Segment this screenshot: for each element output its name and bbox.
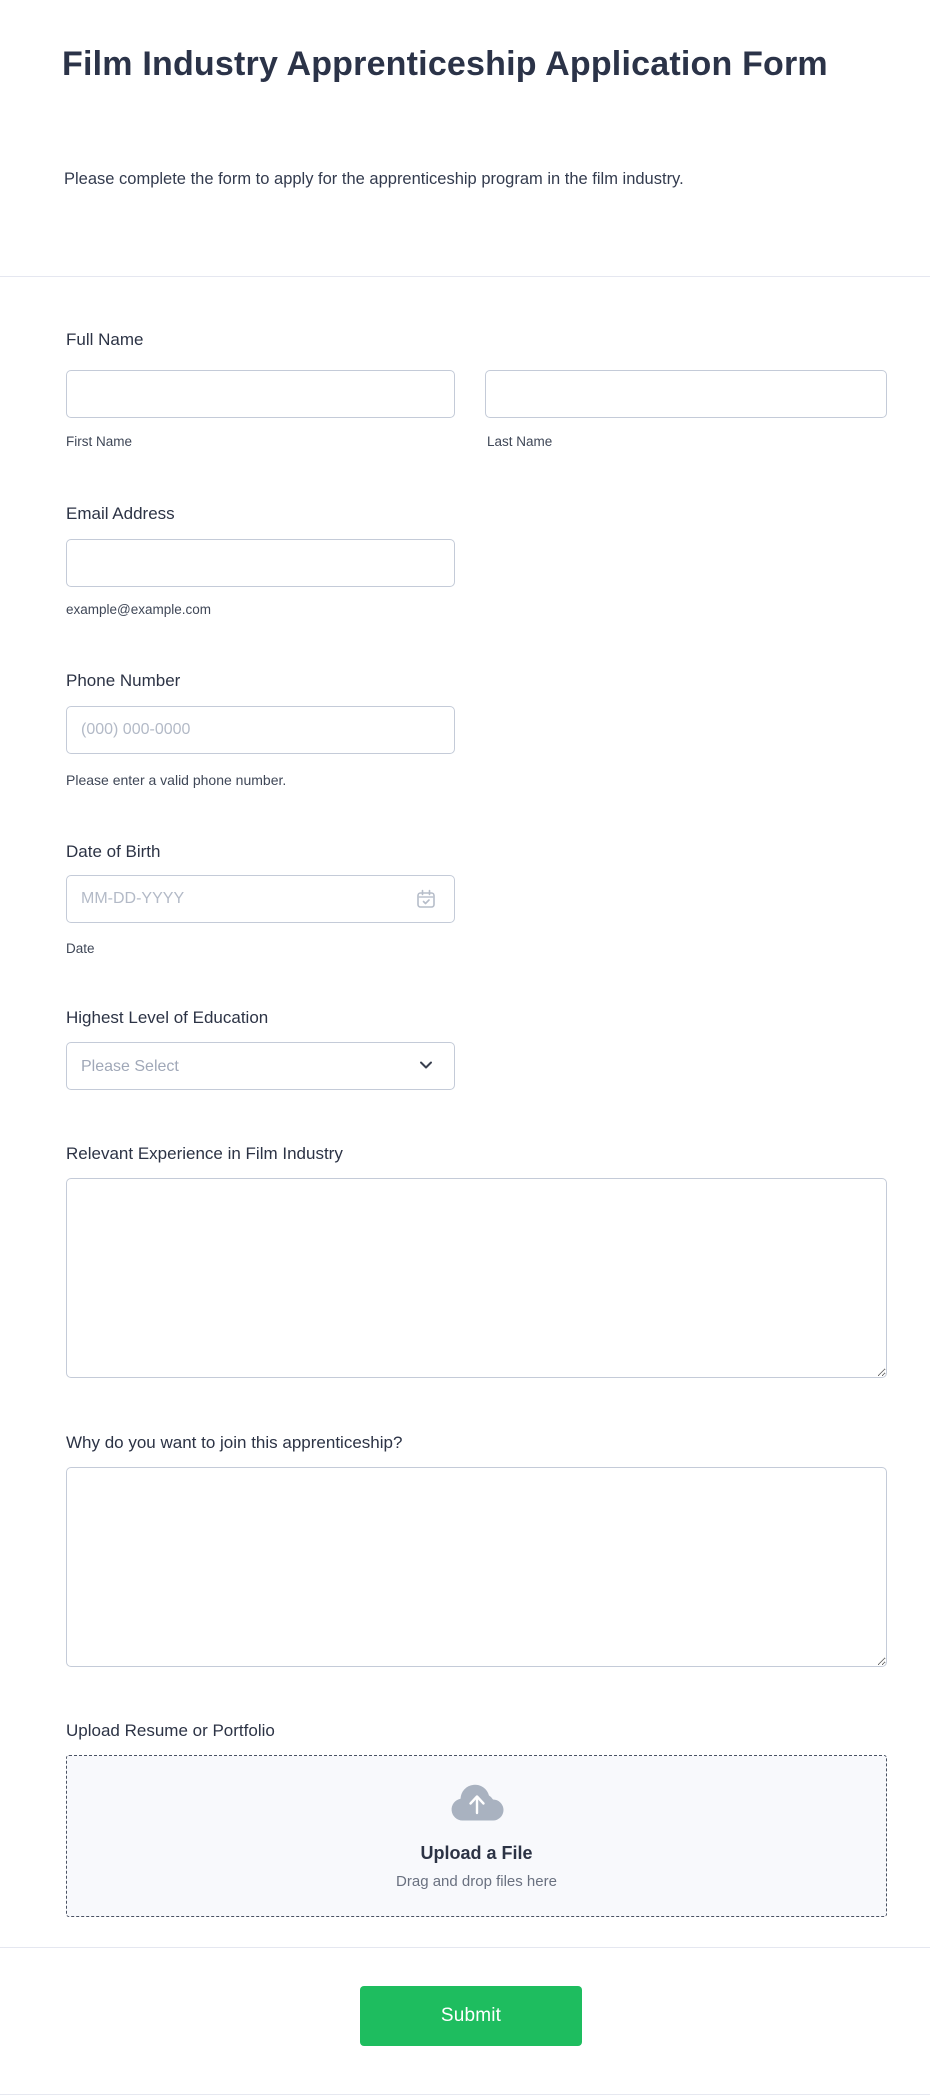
- phone-label: Phone Number: [66, 671, 181, 690]
- email-input[interactable]: [66, 539, 455, 587]
- dob-input[interactable]: [66, 875, 455, 923]
- upload-label: Upload Resume or Portfolio: [66, 1721, 275, 1740]
- cloud-upload-icon: [448, 1782, 506, 1829]
- first-name-input[interactable]: [66, 370, 455, 418]
- education-select[interactable]: [66, 1042, 455, 1090]
- page-title: Film Industry Apprenticeship Application Form: [62, 45, 828, 83]
- phone-input[interactable]: [66, 706, 455, 754]
- page-subtitle: Please complete the form to apply for the apprenticeship program in the film industry.: [64, 170, 684, 188]
- header-divider: [0, 276, 930, 277]
- upload-subtitle: Drag and drop files here: [396, 1873, 557, 1890]
- motivation-textarea[interactable]: [66, 1467, 887, 1667]
- file-dropzone[interactable]: [66, 1755, 887, 1917]
- dob-hint: Date: [66, 941, 95, 956]
- email-hint: example@example.com: [66, 602, 212, 617]
- footer-divider: [0, 1947, 930, 1948]
- experience-label: Relevant Experience in Film Industry: [66, 1144, 343, 1163]
- experience-textarea[interactable]: [66, 1178, 887, 1378]
- education-label: Highest Level of Education: [66, 1008, 269, 1027]
- dob-label: Date of Birth: [66, 842, 161, 861]
- full-name-label: Full Name: [66, 330, 144, 349]
- upload-title: Upload a File: [420, 1843, 533, 1863]
- phone-hint: Please enter a valid phone number.: [66, 772, 287, 788]
- first-name-sublabel: First Name: [66, 434, 133, 449]
- email-label: Email Address: [66, 504, 175, 523]
- motivation-label: Why do you want to join this apprenticeship?: [66, 1433, 403, 1452]
- last-name-sublabel: Last Name: [487, 434, 553, 449]
- last-name-input[interactable]: [485, 370, 887, 418]
- submit-button[interactable]: Submit: [360, 1986, 582, 2046]
